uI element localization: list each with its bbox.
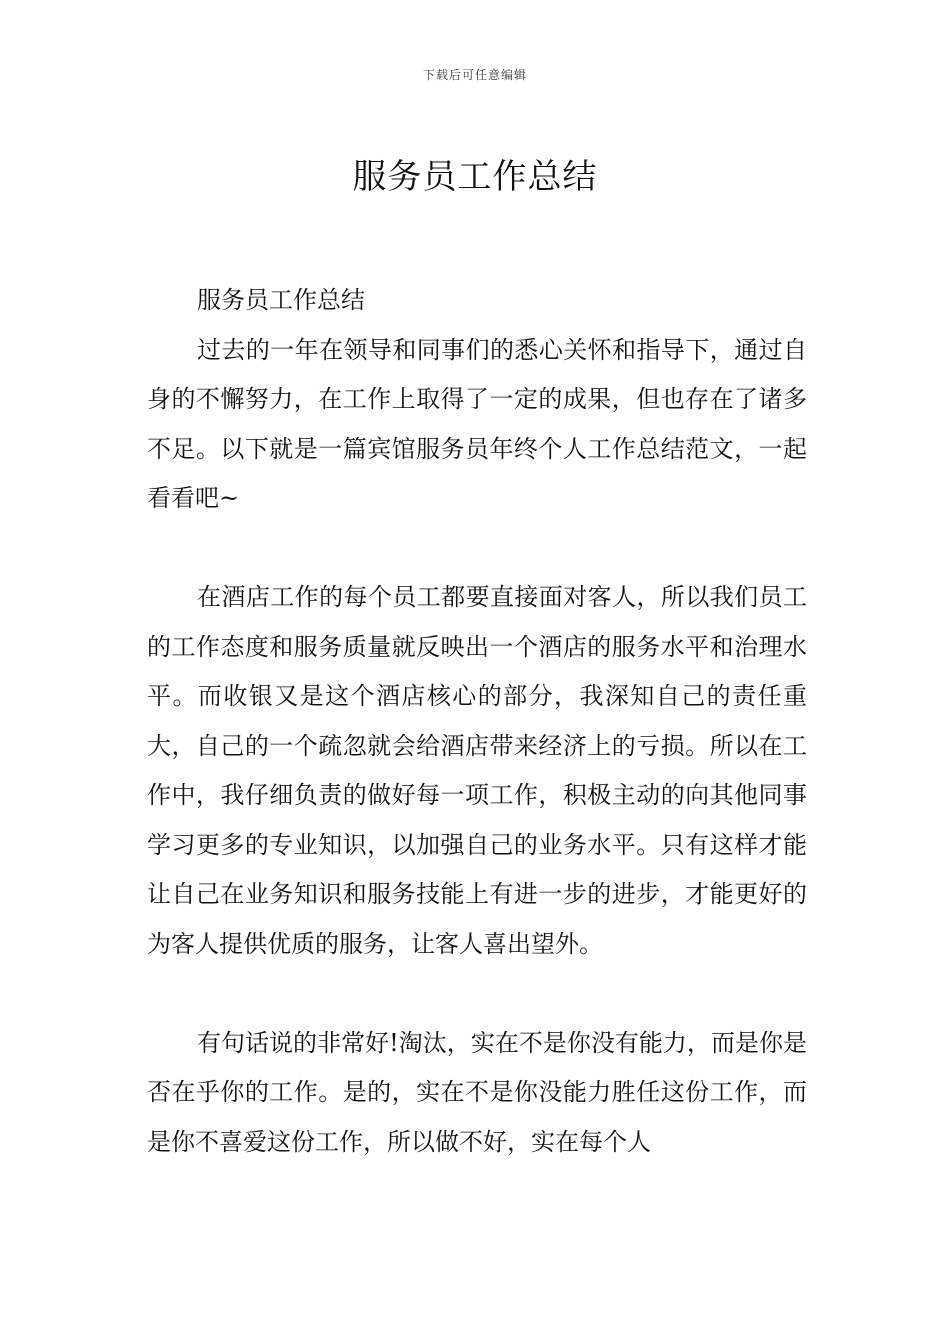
paragraph-work-attitude: 在酒店工作的每个员工都要直接面对客人，所以我们员工的工作态度和服务质量就反映出一个酒店的服务水平和治理水平。而收银又是这个酒店核心的部分，我深知自己的责任重大，自己的一个疏忽就会给酒店带来经济上的亏损。所以在工作中，我仔细负责的做好每一项工作，积极主动的向其他同事学习更多的专业知识，以加强自己的业务水平。只有这样才能让自己在业务知识和服务技能上有进一步的进步，才能更好的为客人提供优质的服务，让客人喜出望外。: [147, 583, 807, 958]
document-body: [147, 276, 807, 1167]
paragraph-elimination: 有句话说的非常好!淘汰，实在不是你没有能力，而是你是否在乎你的工作。是的，实在不是你没能力胜任这份工作，而是你不喜爱这份工作，所以做不好，实在每个人: [147, 1028, 807, 1156]
paragraph-heading: 服务员工作总结: [197, 286, 365, 314]
header-note: 下载后可任意编辑: [422, 68, 527, 82]
document-title: 服务员工作总结: [352, 156, 598, 197]
paragraph-intro: 过去的一年在领导和同事们的悉心关怀和指导下，通过自身的不懈努力，在工作上取得了一定的成果，但也存在了诸多不足。以下就是一篇宾馆服务员年终个人工作总结范文，一起看看吧~: [147, 335, 807, 512]
